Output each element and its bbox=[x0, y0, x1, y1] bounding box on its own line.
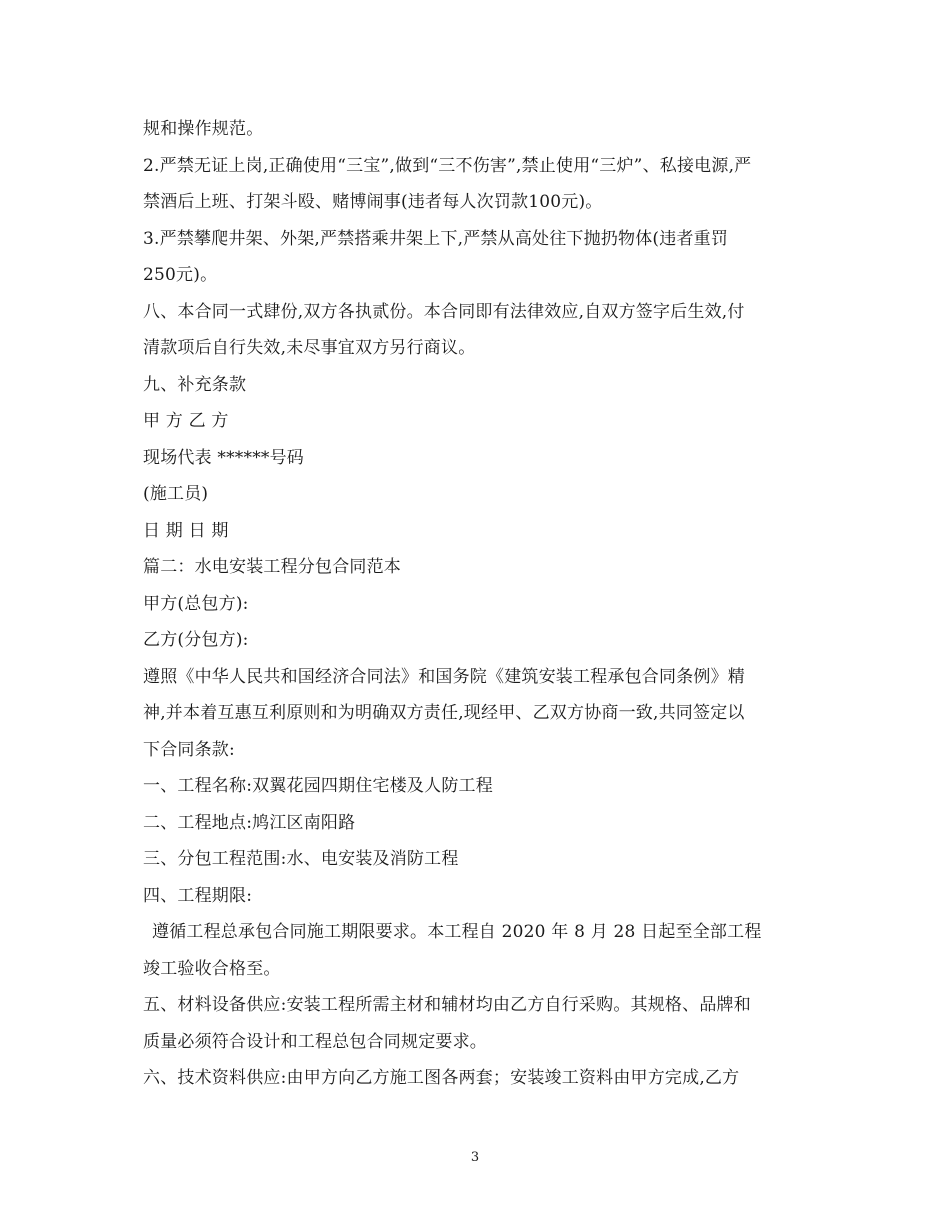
signature-role: (施工员) bbox=[143, 484, 209, 504]
page-number: 3 bbox=[470, 1150, 480, 1165]
text-line: 遵循工程总承包合同施工期限要求。本工程自 2020 年 8 月 28 日起至全部工程 bbox=[152, 922, 762, 942]
text-line: 神,并本着互惠互利原则和为明确双方责任,现经甲、乙双方协商一致,共同签定以 bbox=[143, 703, 745, 723]
clause-line: 五、材料设备供应:安装工程所需主材和辅材均由乙方自行采购。其规格、品牌和 bbox=[143, 995, 751, 1015]
text-line: 250元)。 bbox=[143, 265, 218, 285]
text-line: 八、本合同一式肆份,双方各执贰份。本合同即有法律效应,自双方签字后生效,付 bbox=[143, 301, 745, 322]
document-body bbox=[143, 111, 813, 1097]
party-b-line: 乙方(分包方): bbox=[143, 630, 249, 650]
text-line: 2.严禁无证上岗,正确使用“三宝”,做到“三不伤害”,禁止使用“三炉”、私接电源,严 bbox=[143, 155, 752, 176]
chapter-title: 篇二：水电安装工程分包合同范本 bbox=[143, 557, 401, 577]
signature-dates: 日 期 日 期 bbox=[143, 520, 229, 541]
clause-line: 六、技术资料供应:由甲方向乙方施工图各两套；安装竣工资料由甲方完成,乙方 bbox=[143, 1068, 740, 1088]
text-line: 质量必须符合设计和工程总包合同规定要求。 bbox=[143, 1031, 487, 1052]
text-line: 3.严禁攀爬井架、外架,严禁搭乘井架上下,严禁从高处往下抛扔物体(违者重罚 bbox=[143, 228, 729, 249]
clause-line: 一、工程名称:双翼花园四期住宅楼及人防工程 bbox=[143, 776, 493, 796]
signature-parties: 甲 方 乙 方 bbox=[143, 411, 229, 431]
text-line: 竣工验收合格至。 bbox=[143, 958, 281, 979]
clause-line: 三、分包工程范围:水、电安装及消防工程 bbox=[143, 849, 459, 869]
signature-representative: 现场代表 ******号码 bbox=[143, 447, 305, 468]
text-line: 下合同条款: bbox=[143, 739, 235, 760]
clause-line: 二、工程地点:鸠江区南阳路 bbox=[143, 812, 356, 833]
text-line: 规和操作规范。 bbox=[143, 119, 264, 139]
party-a-line: 甲方(总包方): bbox=[143, 593, 249, 614]
text-line: 遵照《中华人民共和国经济合同法》和国务院《建筑安装工程承包合同条例》精 bbox=[143, 666, 745, 687]
text-line: 清款项后自行失效,未尽事宜双方另行商议。 bbox=[143, 338, 476, 358]
text-line: 禁酒后上班、打架斗殴、赌博闹事(违者每人次罚款100元)。 bbox=[143, 192, 603, 212]
clause-line: 四、工程期限: bbox=[143, 885, 253, 906]
section-heading: 九、补充条款 bbox=[143, 374, 247, 395]
